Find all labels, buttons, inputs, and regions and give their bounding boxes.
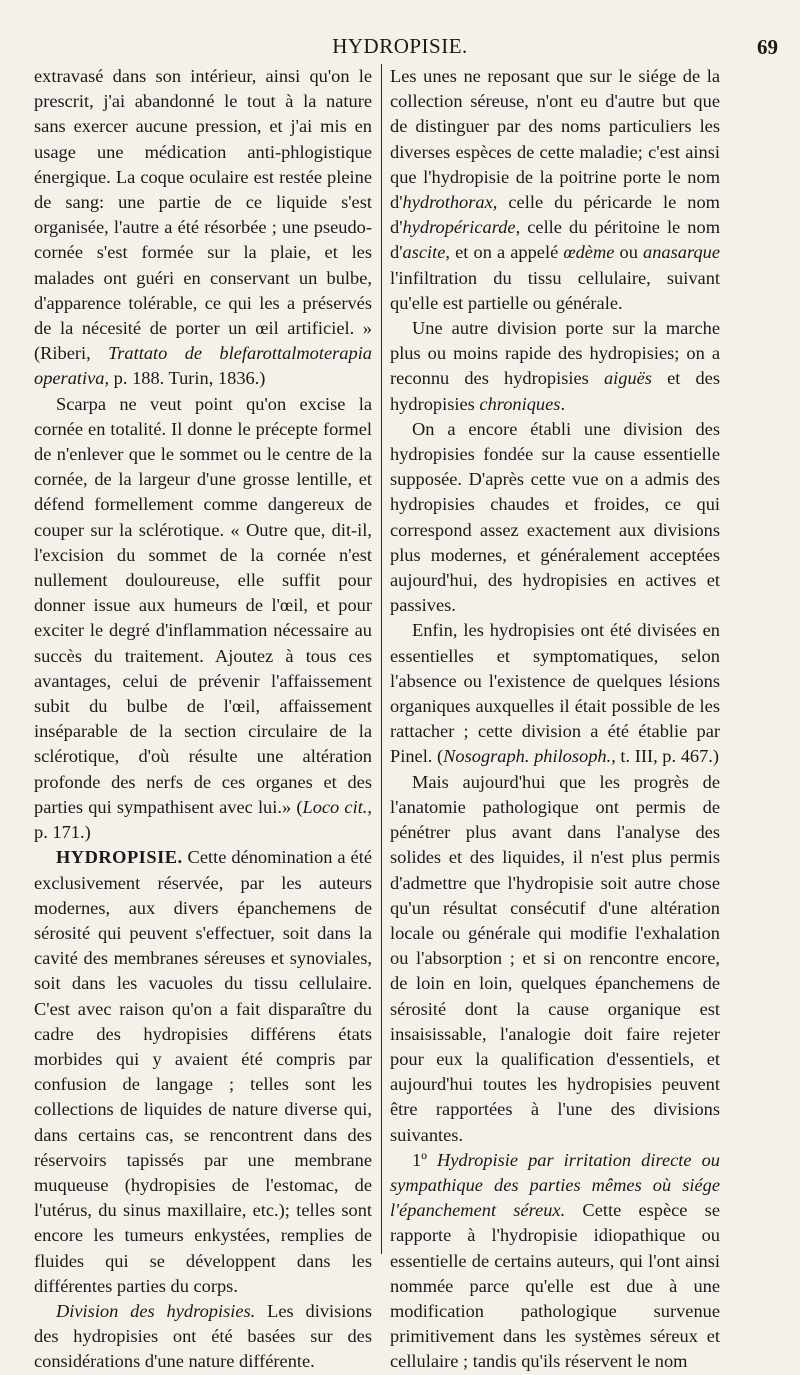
right-column — [390, 64, 721, 1372]
paragraph: On a encore établi une division des hydropisies fondée sur la cause essentielle supposée. D'après cette vue on a admis des hydropisies chaudes et froides, ce qui correspond assez exactement aux divisions plus modernes, et généralement acceptées aujourd'hui, des hydropisies en actives et passives. — [390, 418, 720, 616]
paragraph: HYDROPISIE. Cette dénomination a été exclusivement réservée, par les auteurs modernes, aux divers épanchemens de sérosité qui peuvent s'effectuer, soit dans la cavité des membranes séreuses et synoviales, soit dans les vacuoles du tissu cellulaire. C'est avec raison qu'on a fait disparaître du cadre des hydropisies différens états morbides qui y avaient été compris par confusion de langage ; telles sont les collections de liquides de nature diverse qui, dans certains cas, se rencontrent dans des réservoirs tapissés par une membrane muqueuse (hydropisies de l'estomac, de l'utérus, du sinus maxillaire, etc.); telles sont encore les tumeurs enkystées, remplies de fluides qui se développent dans les différentes parties du corps. — [34, 847, 372, 1296]
paragraph: extravasé dans son intérieur, ainsi qu'on le prescrit, j'ai abandonné le tout à la nature sans exercer aucune pression, et j'ai mis en usage une médication anti-phlogistique énergique. La coque oculaire est restée pleine de sang: une partie de ce liquide s'est organisée, l'autre a été résorbée ; une pseudo-cornée s'est formée sur la plaie, et les malades ont guéri en conservant un bulbe, d'apparence tolérable, ce qui les a préservés de la nécesité de porter un œil artificiel. » (Riberi, Trattato de blefarottalmoterapia operativa, p. 188. Turin, 1836.) — [34, 66, 372, 389]
paragraph: Mais aujourd'hui que les progrès de l'anatomie pathologique ont permis de pénétrer plus avant dans l'analyse des solides et des liquides, il n'est plus permis d'admettre que l'hydropisie soit autre chose qu'un résultat consécutif d'une altération locale ou générale qui modifie l'exhalation ou l'absorption ; et si on rencontre encore, de loin en loin, quelques épanchemens de sérosité dont la cause organique est insaisissable, l'analogie doit faire rejeter pour eux la qualification d'essentiels, et aujourd'hui toutes les hydropisies peuvent être rapportées à l'une des divisions suivantes. — [390, 771, 720, 1145]
paragraph: Scarpa ne veut point qu'on excise la cornée en totalité. Il donne le précepte formel de n'enlever que le sommet ou le centre de la cornée, de la largeur d'une grosse lentille, et défend formellement comme dangereux de couper sur la sclérotique. « Outre que, dit-il, l'excision du sommet de la cornée n'est nullement douloureuse, elle suffit pour donner issue aux humeurs de l'œil, et pour exciter le degré d'inflammation nécessaire au succès du traitement. Ajoutez à tous ces avantages, celui de prévenir l'affaissement subit du bulbe de l'œil, affaissement inséparable de la section circulaire de la sclérotique, d'où résulte une altération profonde des nerfs de ces organes et des parties qui sympathisent avec lui.» (Loco cit., p. 171.) — [34, 393, 373, 843]
entry-heading: HYDROPISIE. — [56, 847, 183, 868]
paragraph: Division des hydropisies. Les divisions des hydropisies ont été basées sur des considérations d'une nature différente. — [34, 1300, 372, 1372]
page-number: 69 — [757, 35, 778, 59]
paragraph: 1º Hydropisie par irritation directe ou sympathique des parties mêmes où siége l'épanchement séreux. Cette espèce se rapporte à l'hydropisie idiopathique ou essentielle de certains auteurs, qui l'ont ainsi nommée parce qu'elle est due à une modification pathologique survenue primitivement dans les systèmes séreux et cellulaire ; tandis qu'ils réservent le nom — [390, 1149, 721, 1372]
paragraph: Les unes ne reposant que sur le siége de la collection séreuse, n'ont eu d'autre but que de distinguer par des noms particuliers les diverses espèces de cette maladie; c'est ainsi que l'hydropisie de la poitrine porte le nom d'hydrothorax, celle du péricarde le nom d'hydropéricarde, celle du péritoine le nom d'ascite, et on a appelé œdème ou anasarque l'infiltration du tissu cellulaire, suivant qu'elle est partielle ou générale. — [390, 66, 720, 313]
running-head — [0, 34, 800, 62]
paragraph: Enfin, les hydropisies ont été divisées en essentielles et symptomatiques, selon l'absence ou l'existence de quelques lésions organiques auxquelles il était possible de les rattacher ; cette division a été établie par Pinel. (Nosograph. philosoph., t. III, p. 467.) — [390, 620, 720, 767]
column-divider — [381, 64, 382, 1254]
left-column — [34, 64, 373, 1372]
paragraph: Une autre division porte sur la marche plus ou moins rapide des hydropisies; on a reconnu des hydropisies aiguës et des hydropisies chroniques. — [390, 318, 720, 414]
section-heading: Division des hydropisies. — [56, 1300, 256, 1321]
running-title: HYDROPISIE. — [332, 34, 468, 58]
